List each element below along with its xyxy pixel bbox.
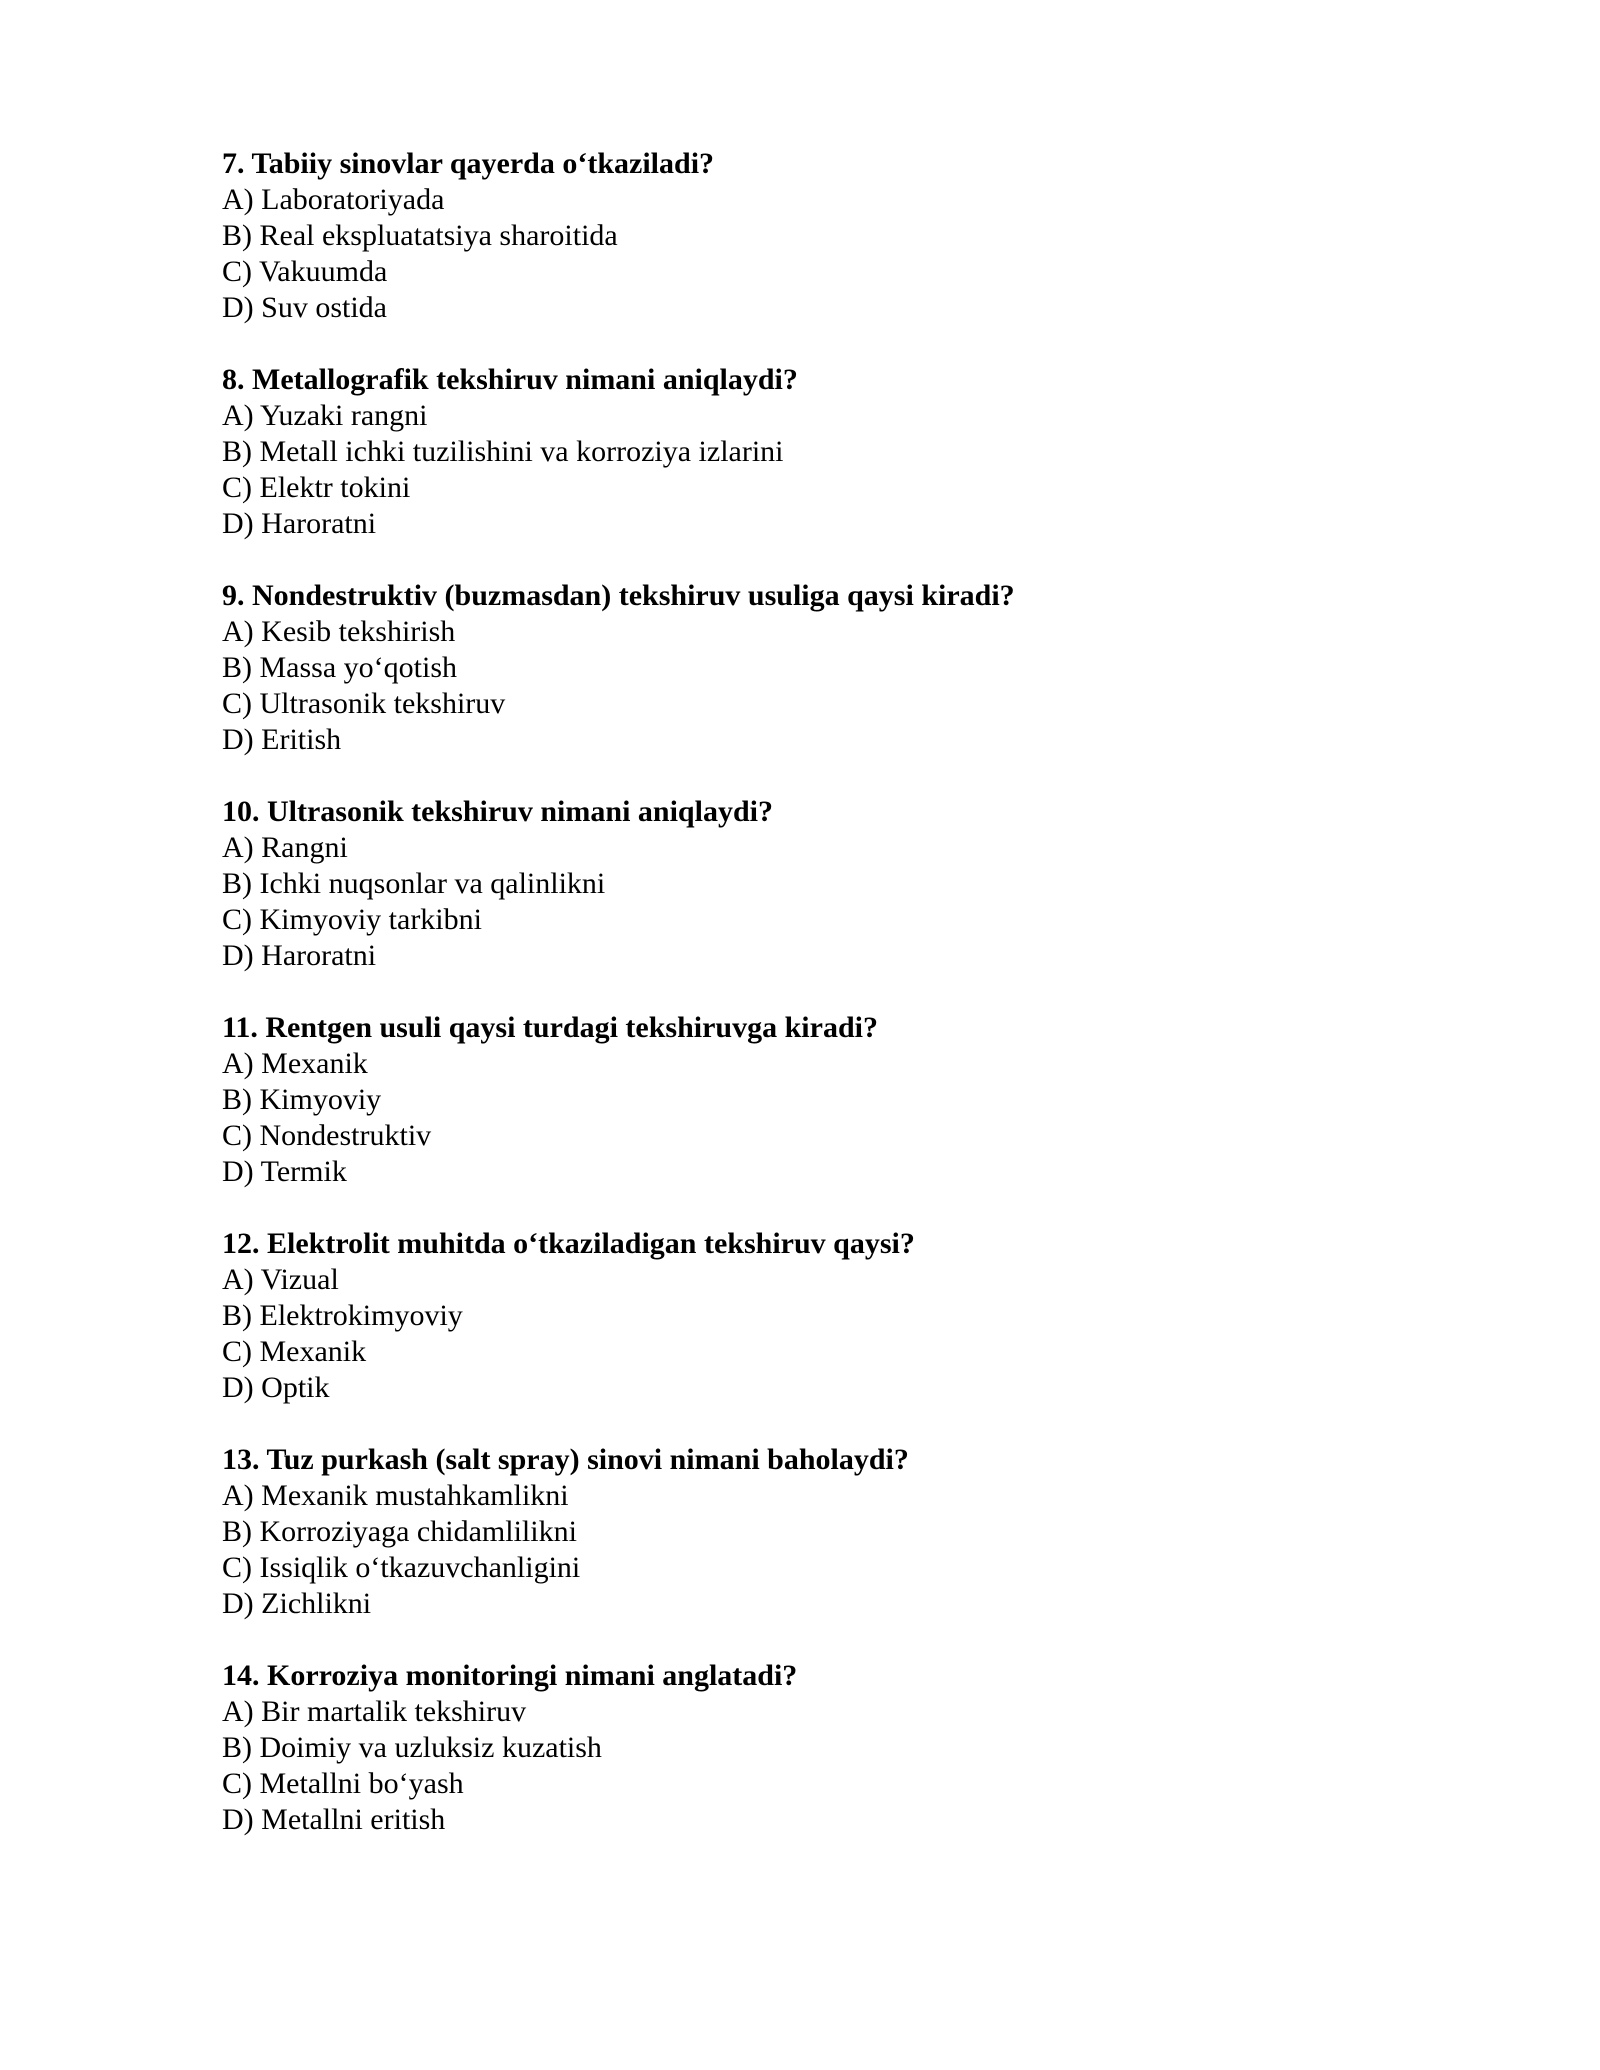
question-13 (222, 1442, 1422, 1622)
answer-option-d: D) Haroratni (222, 507, 377, 540)
question-10 (222, 794, 1422, 974)
answer-option-b: B) Ichki nuqsonlar va qalinlikni (222, 867, 606, 900)
answer-option-d: D) Haroratni (222, 939, 377, 972)
answer-option-a: A) Laboratoriyada (222, 183, 445, 216)
answer-option-c: C) Ultrasonik tekshiruv (222, 687, 506, 720)
question-14 (222, 1658, 1422, 1838)
question-title: 13. Tuz purkash (salt spray) sinovi nimani baholaydi? (222, 1443, 909, 1476)
answer-option-d: D) Optik (222, 1371, 330, 1404)
answer-option-c: C) Nondestruktiv (222, 1119, 432, 1152)
question-title: 11. Rentgen usuli qaysi turdagi tekshiruvga kiradi? (222, 1011, 878, 1044)
answer-option-a: A) Rangni (222, 831, 348, 864)
answer-option-c: C) Issiqlik o‘tkazuvchanligini (222, 1551, 581, 1584)
answer-option-a: A) Kesib tekshirish (222, 615, 456, 648)
answer-option-c: C) Elektr tokini (222, 471, 411, 504)
question-12 (222, 1226, 1422, 1406)
answer-option-a: A) Yuzaki rangni (222, 399, 428, 432)
question-title: 7. Tabiiy sinovlar qayerda o‘tkaziladi? (222, 147, 715, 180)
question-title: 10. Ultrasonik tekshiruv nimani aniqlaydi? (222, 795, 773, 828)
answer-option-b: B) Kimyoviy (222, 1083, 382, 1116)
answer-option-b: B) Elektrokimyoviy (222, 1299, 463, 1332)
question-9 (222, 578, 1422, 758)
answer-option-c: C) Metallni bo‘yash (222, 1767, 464, 1800)
answer-option-b: B) Massa yo‘qotish (222, 651, 457, 684)
answer-option-d: D) Zichlikni (222, 1587, 372, 1620)
answer-option-c: C) Vakuumda (222, 255, 388, 288)
answer-option-b: B) Korroziyaga chidamlilikni (222, 1515, 577, 1548)
answer-option-b: B) Metall ichki tuzilishini va korroziya izlarini (222, 435, 784, 468)
answer-option-a: A) Bir martalik tekshiruv (222, 1695, 527, 1728)
question-title: 12. Elektrolit muhitda o‘tkaziladigan tekshiruv qaysi? (222, 1227, 915, 1260)
answer-option-a: A) Mexanik mustahkamlikni (222, 1479, 569, 1512)
answer-option-c: C) Mexanik (222, 1335, 367, 1368)
question-list (222, 146, 1422, 1874)
answer-option-d: D) Termik (222, 1155, 347, 1188)
answer-option-d: D) Metallni eritish (222, 1803, 446, 1836)
question-11 (222, 1010, 1422, 1190)
answer-option-a: A) Mexanik (222, 1047, 368, 1080)
question-8 (222, 362, 1422, 542)
question-title: 8. Metallografik tekshiruv nimani aniqlaydi? (222, 363, 798, 396)
question-title: 9. Nondestruktiv (buzmasdan) tekshiruv usuliga qaysi kiradi? (222, 579, 1015, 612)
answer-option-d: D) Suv ostida (222, 291, 387, 324)
answer-option-c: C) Kimyoviy tarkibni (222, 903, 482, 936)
question-7 (222, 146, 1422, 326)
answer-option-b: B) Real ekspluatatsiya sharoitida (222, 219, 618, 252)
question-title: 14. Korroziya monitoringi nimani anglatadi? (222, 1659, 798, 1692)
answer-option-b: B) Doimiy va uzluksiz kuzatish (222, 1731, 602, 1764)
answer-option-d: D) Eritish (222, 723, 342, 756)
answer-option-a: A) Vizual (222, 1263, 339, 1296)
